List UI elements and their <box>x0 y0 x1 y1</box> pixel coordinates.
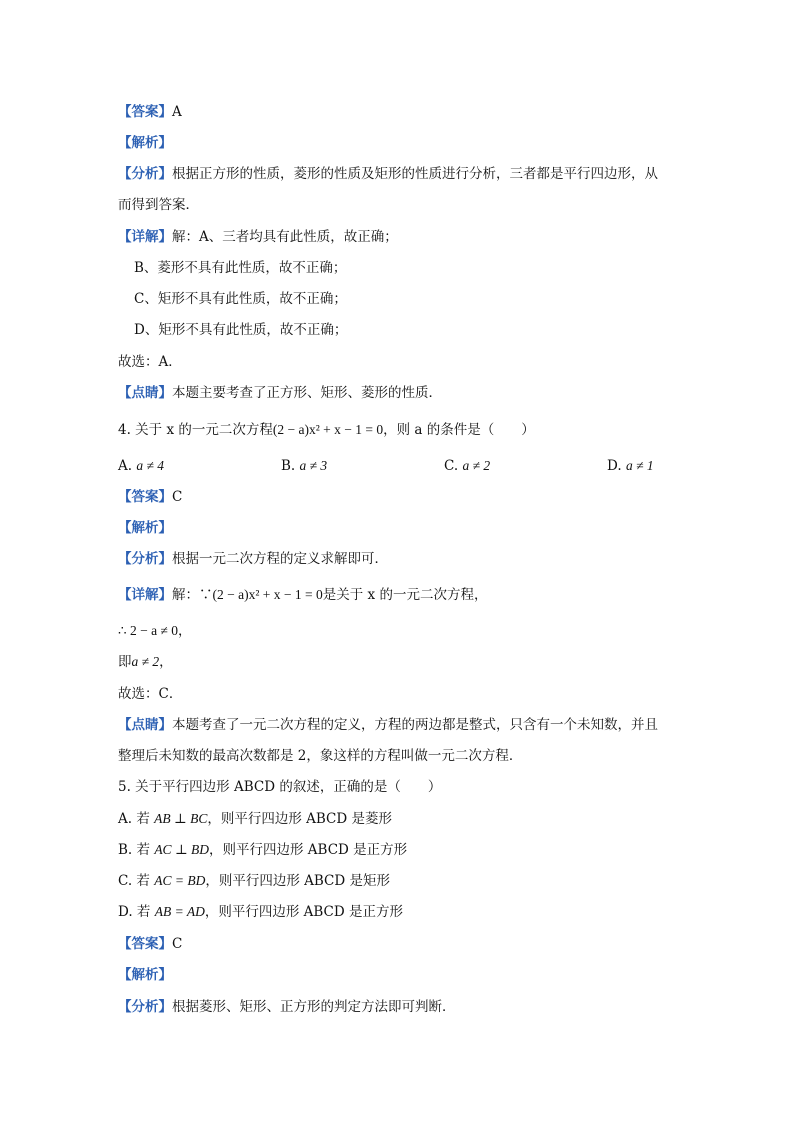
option-expr: AC ⊥ BD <box>154 842 210 857</box>
q4-option-a <box>118 456 164 476</box>
q4-dianjing-line1 <box>118 715 658 735</box>
xiangjie-text: C、矩形不具有此性质，故不正确； <box>134 291 347 307</box>
xiangjie-text: D、矩形不具有此性质，故不正确； <box>134 322 348 338</box>
q3-xiangjie-line1 <box>118 227 398 247</box>
analysis-tag: 【解析】 <box>118 135 172 151</box>
option-text: ，则平行四边形 ABCD 是正方形 <box>209 842 408 858</box>
choose-text: 故选：C． <box>118 686 183 702</box>
option-text: a ≠ 4 <box>136 458 165 473</box>
q4-choose <box>118 684 182 704</box>
dianjing-text: 整理后未知数的最高次数都是 2，象这样的方程叫做一元二次方程． <box>118 748 523 764</box>
q4-fenxi <box>118 549 388 569</box>
q5-option-b <box>118 840 407 860</box>
option-label: B. <box>281 458 296 474</box>
q4-options <box>118 456 678 476</box>
option-label: B. 若 <box>118 842 151 858</box>
q4-stem-prefix: 4. 关于 x 的一元二次方程 <box>118 422 273 438</box>
step-text: ∴ 2 − a ≠ 0， <box>118 623 192 638</box>
option-label: C. 若 <box>118 873 150 889</box>
dianjing-text: 本题主要考查了正方形、矩形、菱形的性质． <box>172 385 442 401</box>
dianjing-tag: 【点睛】 <box>118 385 172 401</box>
dianjing-tag: 【点睛】 <box>118 717 172 733</box>
q4-option-b <box>281 456 327 476</box>
option-label: D. 若 <box>118 904 151 920</box>
answer-tag: 【答案】 <box>118 489 172 505</box>
analysis-tag: 【解析】 <box>118 967 172 983</box>
q4-answer-line <box>118 487 182 507</box>
q4-stem-suffix: ，则 a 的条件是（ ） <box>383 422 535 438</box>
q4-step1 <box>118 621 191 641</box>
xiangjie-tag: 【详解】 <box>118 587 172 603</box>
q5-analysis-heading <box>118 965 172 985</box>
q3-dianjing <box>118 383 442 403</box>
option-text: a ≠ 1 <box>625 458 654 473</box>
choose-text: 故选：A． <box>118 354 182 370</box>
option-text: ，则平行四边形 ABCD 是菱形 <box>207 811 392 827</box>
fenxi-text: 根据正方形的性质，菱形的性质及矩形的性质进行分析，三者都是平行四边形，从 <box>172 166 658 182</box>
option-label: C. <box>444 458 459 474</box>
answer-value: A <box>172 104 182 120</box>
answer-tag: 【答案】 <box>118 936 172 952</box>
q5-stem-text: 5. 关于平行四边形 ABCD 的叙述，正确的是（ ） <box>118 779 442 795</box>
q4-analysis-heading <box>118 518 172 538</box>
answer-tag: 【答案】 <box>118 104 172 120</box>
fenxi-tag: 【分析】 <box>118 166 172 182</box>
xiangjie-suffix: 是关于 x 的一元二次方程， <box>322 587 488 603</box>
q5-option-a <box>118 809 392 829</box>
q3-choose <box>118 352 182 372</box>
q4-xiangjie <box>118 585 487 605</box>
q3-analysis-heading <box>118 133 172 153</box>
xiangjie-prefix: 解：∵ <box>172 587 213 603</box>
answer-value: C <box>172 489 183 505</box>
option-label: A. 若 <box>118 811 150 827</box>
dianjing-text: 本题考查了一元二次方程的定义，方程的两边都是整式，只含有一个未知数，并且 <box>172 717 658 733</box>
q5-stem <box>118 777 441 797</box>
q3-xiangjie-d <box>134 320 347 340</box>
q3-answer-line <box>118 102 182 122</box>
q5-answer-line <box>118 934 182 954</box>
step-suffix: ， <box>159 654 173 670</box>
xiangjie-text: B、菱形不具有此性质，故不正确； <box>134 260 347 276</box>
xiangjie-text: 解：A、三者均具有此性质，故正确； <box>172 229 398 245</box>
q4-step2 <box>118 652 173 672</box>
option-text: a ≠ 2 <box>462 458 491 473</box>
q5-option-c <box>118 871 390 891</box>
q5-option-d <box>118 902 403 922</box>
q3-xiangjie-b <box>134 258 346 278</box>
q4-option-d <box>607 456 654 476</box>
option-text: ，则平行四边形 ABCD 是正方形 <box>204 904 403 920</box>
q4-stem-equation: (2 − a)x² + x − 1 = 0 <box>272 422 384 437</box>
option-text: ，则平行四边形 ABCD 是矩形 <box>205 873 390 889</box>
step-prefix: 即 <box>118 654 132 670</box>
fenxi-text: 根据一元二次方程的定义求解即可． <box>172 551 388 567</box>
fenxi-tag: 【分析】 <box>118 551 172 567</box>
option-expr: AB ⊥ BC <box>154 811 208 826</box>
option-label: D. <box>607 458 622 474</box>
analysis-tag: 【解析】 <box>118 520 172 536</box>
q4-dianjing-line2 <box>118 746 522 766</box>
option-text: a ≠ 3 <box>299 458 328 473</box>
q3-xiangjie-c <box>134 289 347 309</box>
xiangjie-tag: 【详解】 <box>118 229 172 245</box>
q4-stem <box>118 420 535 440</box>
fenxi-text: 根据菱形、矩形、正方形的判定方法即可判断． <box>172 999 456 1015</box>
answer-value: C <box>172 936 183 952</box>
option-label: A. <box>118 458 133 474</box>
fenxi-tag: 【分析】 <box>118 999 172 1015</box>
step-expr: a ≠ 2 <box>131 654 160 669</box>
q3-fenxi-line2 <box>118 195 199 215</box>
option-expr: AC = BD <box>154 873 206 888</box>
fenxi-text: 而得到答案． <box>118 197 199 213</box>
q3-fenxi-line1 <box>118 164 658 184</box>
q5-fenxi <box>118 997 456 1017</box>
option-expr: AB = AD <box>154 904 205 919</box>
xiangjie-equation: (2 − a)x² + x − 1 = 0 <box>212 587 323 602</box>
q4-option-c <box>444 456 490 476</box>
